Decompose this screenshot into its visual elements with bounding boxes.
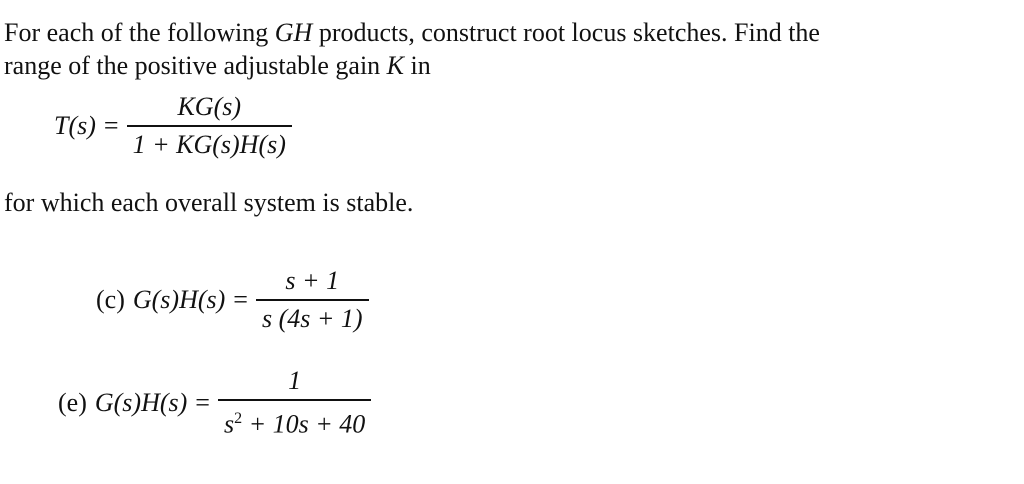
denominator-exponent: 2 [234,410,243,427]
intro-text: For each of the following [4,18,275,47]
part-c-equation [96,266,369,334]
closing-text: for which each overall system is stable. [4,188,414,217]
main-fraction [127,92,292,160]
part-lhs: G(s)H(s) [132,285,226,314]
part-lhs: G(s)H(s) [94,387,188,417]
gain-symbol: K [386,51,405,80]
intro-text-2-cont: in [404,51,431,80]
denominator-rest: + 10s + 40 [242,409,366,439]
part-fraction [218,366,371,440]
part-label: (c) [96,285,125,314]
closing-line [4,188,413,218]
fraction-denominator: 1 + KG(s)H(s) [127,125,292,160]
intro-text-cont: products, construct root locus sketches. Find the [312,18,820,47]
intro-text-2: range of the positive adjustable gain [4,51,387,80]
equals-sign: = [195,387,210,417]
fraction-denominator: s (4s + 1) [256,299,369,334]
equals-sign: = [103,111,119,140]
part-label: (e) [58,387,87,417]
intro-line-2 [4,51,431,81]
part-fraction [256,266,369,334]
part-e-equation [58,366,371,440]
denominator-base: s [223,409,235,439]
main-equation [54,92,292,160]
fraction-numerator: 1 [288,366,302,395]
fraction-numerator: s + 1 [285,266,340,295]
equals-sign: = [233,285,248,314]
fraction-denominator [218,399,371,440]
intro-line-1 [4,18,820,48]
equation-lhs: T(s) [54,111,96,140]
gh-symbol: GH [274,18,313,47]
fraction-numerator: KG(s) [177,92,242,121]
